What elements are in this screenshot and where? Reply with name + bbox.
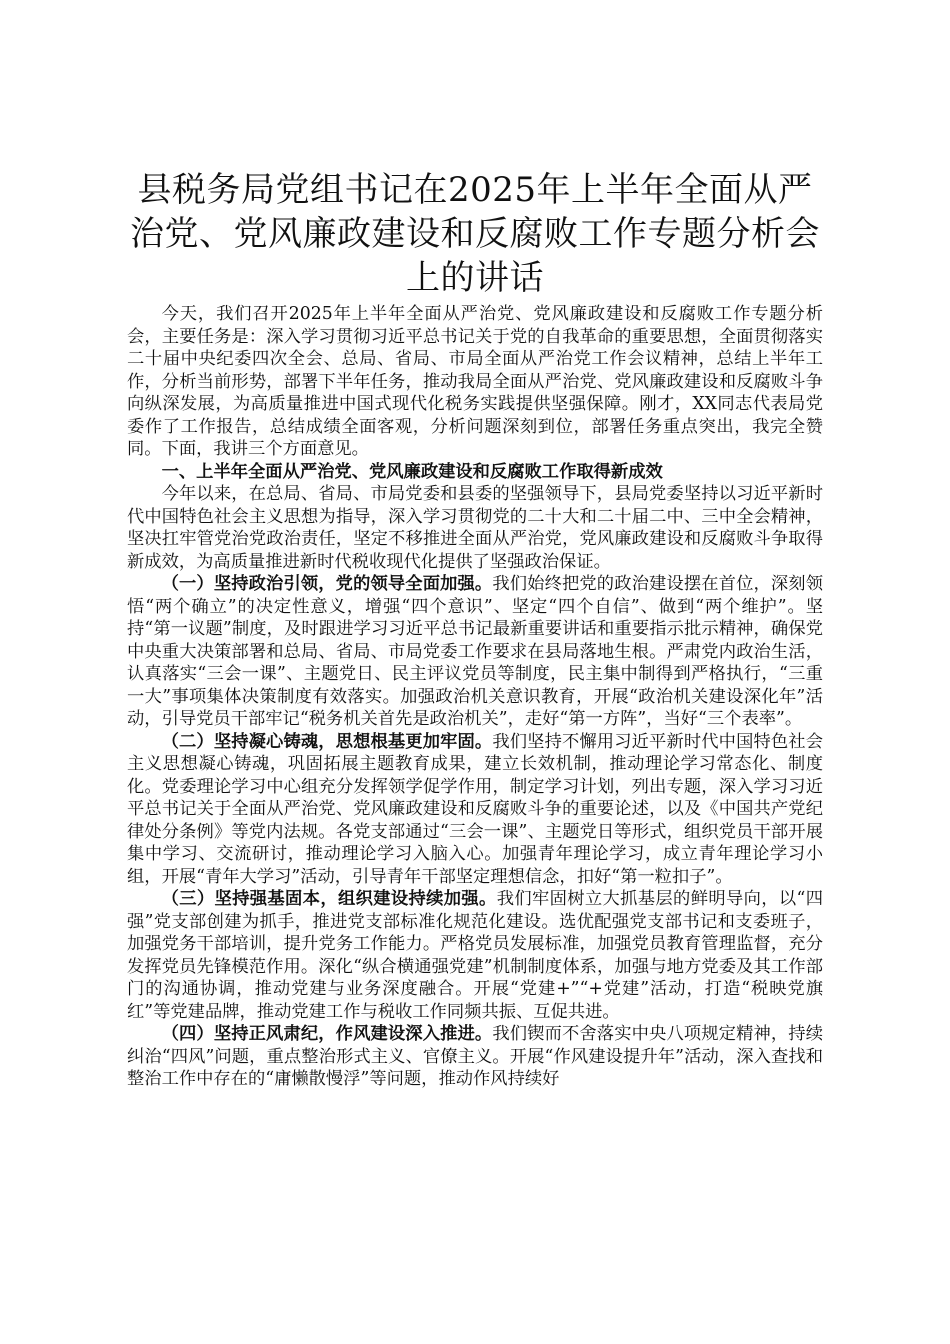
item-2-paragraph	[127, 731, 823, 889]
document-page	[127, 168, 823, 1091]
item-1-lead: （一）坚持政治引领，党的领导全面加强。	[161, 574, 493, 594]
item-1-paragraph	[127, 573, 823, 731]
item-4-lead: （四）坚持正风肃纪，作风建设深入推进。	[161, 1024, 493, 1044]
section-1-paragraph: 今年以来，在总局、省局、市局党委和县委的坚强领导下，县局党委坚持以习近平新时代中国特色社会主义思想为指导，深入学习贯彻党的二十大和二十届二中、三中全会精神，坚决扛牢管党治党政治责任，坚定不移推进全面从严治党，党风廉政建设和反腐败斗争取得新成效，为高质量推进新时代税收现代化提供了坚强政治保证。	[127, 484, 823, 572]
item-4-paragraph	[127, 1023, 823, 1091]
item-2-body: 我们坚持不懈用习近平新时代中国特色社会主义思想凝心铸魂，巩固拓展主题教育成果，建立长效机制，推动理论学习常态化、制度化。党委理论学习中心组充分发挥领学促学作用，制定学习计划，列出专题，深入学习习近平总书记关于全面从严治党、党风廉政建设和反腐败斗争的重要论述，以及《中国共产党纪律处分条例》等党内法规。各党支部通过“三会一课”、主题党日等形式，组织党员干部开展集中学习、交流研讨，推动理论学习入脑入心。加强青年理论学习，成立青年理论学习小组，开展“青年大学习”活动，引导青年干部坚定理想信念，扣好“第一粒扣子”。	[127, 731, 823, 887]
intro-paragraph: 今天，我们召开2025年上半年全面从严治党、党风廉政建设和反腐败工作专题分析会，主要任务是：深入学习贯彻习近平总书记关于党的自我革命的重要思想，全面贯彻落实二十届中央纪委四次全会、总局、省局、市局全面从严治党工作会议精神，总结上半年工作，分析当前形势，部署下半年任务，推动我局全面从严治党、党风廉政建设和反腐败斗争向纵深发展，为高质量推进中国式现代化税务实践提供坚强保障。刚才，XX同志代表局党委作了工作报告，总结成绩全面客观，分析问题深刻到位，部署任务重点突出，我完全赞同。下面，我讲三个方面意见。	[127, 304, 823, 459]
item-3-lead: （三）坚持强基固本，组织建设持续加强。	[161, 889, 497, 909]
document-title: 县税务局党组书记在2025年上半年全面从严治党、党风廉政建设和反腐败工作专题分析会上的讲话	[130, 170, 820, 298]
item-3-paragraph	[127, 888, 823, 1023]
item-4-body: 我们锲而不舍落实中央八项规定精神，持续纠治“四风”问题，重点整治形式主义、官僚主义。开展“作风建设提升年”活动，深入查找和整治工作中存在的“庸懒散慢浮”等问题，推动作风持续好	[127, 1024, 823, 1089]
section-1-heading: 一、上半年全面从严治党、党风廉政建设和反腐败工作取得新成效	[161, 461, 663, 482]
item-3-body: 我们牢固树立大抓基层的鲜明导向，以“四强”党支部创建为抓手，推进党支部标准化规范化建设。选优配强党支部书记和支委班子，加强党务干部培训，提升党务工作能力。严格党员发展标准，加强党员教育管理监督，充分发挥党员先锋模范作用。深化“纵合横通强党建”机制制度体系，加强与地方党委及其工作部门的沟通协调，推动党建与业务深度融合。开展“党建+”“+党建”活动，打造“税映党旗红”等党建品牌，推动党建工作与税收工作同频共振、互促共进。	[127, 889, 823, 1022]
item-2-lead: （二）坚持凝心铸魂，思想根基更加牢固。	[161, 731, 493, 752]
item-1-body: 我们始终把党的政治建设摆在首位，深刻领悟“两个确立”的决定性意义，增强“四个意识”、坚定“四个自信”、做到“两个维护”。坚持“第一议题”制度，及时跟进学习习近平总书记最新重要讲话和重要指示批示精神，确保党中央重大决策部署和总局、省局、市局党委工作要求在县局落地生根。严肃党内政治生活，认真落实“三会一课”、主题党日、民主评议党员等制度，民主集中制得到严格执行，“三重一大”事项集体决策制度有效落实。加强政治机关意识教育，开展“政治机关建设深化年”活动，引导党员干部牢记“税务机关首先是政治机关”，走好“第一方阵”，当好“三个表率”。	[127, 574, 823, 729]
